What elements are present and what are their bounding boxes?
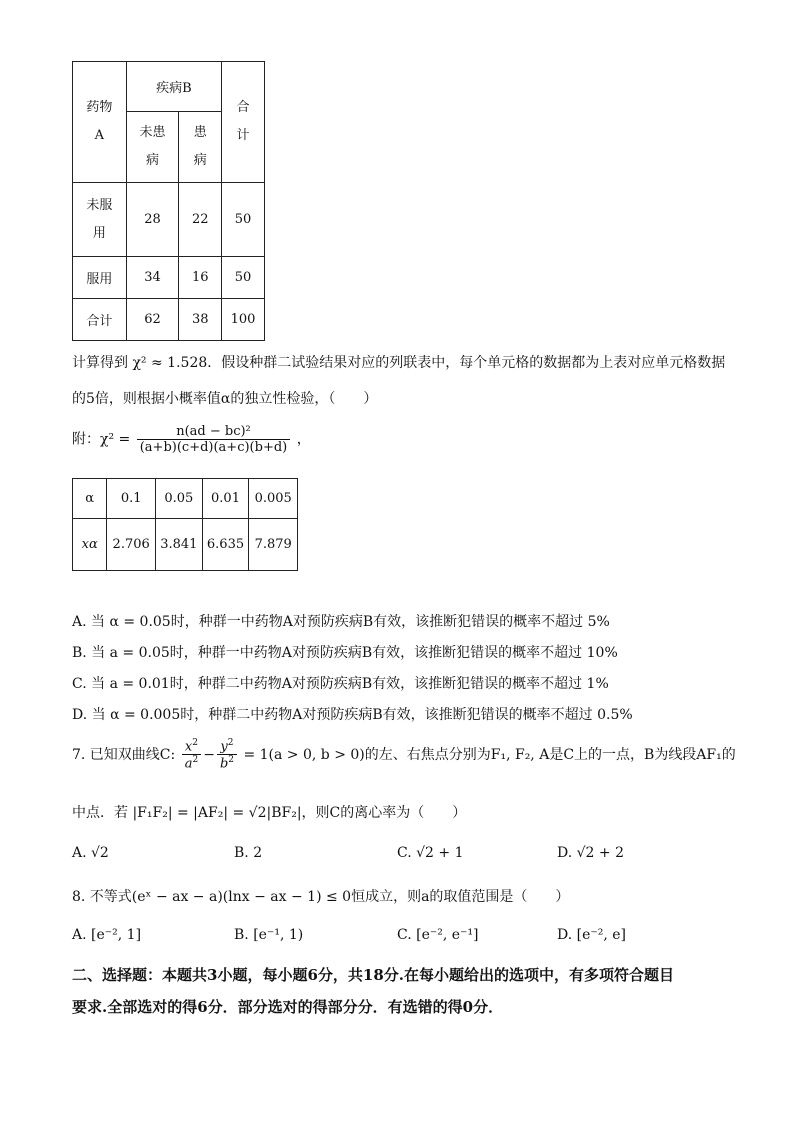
- option-b: B. 当 a = 0.05时，种群一中药物A对预防疾病B有效，该推断犯错误的概率不超过 10%: [72, 645, 618, 661]
- q7-condition: = 1(a > 0, b > 0)的左、右焦点分别为F₁, F₂, A是C上的一点，B为线段AF₁的: [243, 746, 736, 763]
- q7-option-c: C. √2 + 1: [397, 845, 464, 861]
- option-d: D. 当 α = 0.005时，种群二中药物A对预防疾病B有效，该推断犯错误的概率不超过 0.5%: [72, 707, 633, 723]
- q7-option-b: B. 2: [234, 845, 263, 861]
- table-row: [73, 479, 298, 519]
- table-row: [73, 299, 265, 341]
- formula-numerator: n(ad − bc)²: [137, 424, 291, 440]
- header-disease-b: 疾病B: [126, 62, 221, 112]
- cell: 34: [126, 257, 179, 299]
- q7-frac-x: $\frac{x^2}{a^2}$: [182, 738, 202, 772]
- cell: 0.01: [202, 479, 249, 519]
- contingency-table: [72, 61, 265, 341]
- paragraph-line: 的5倍，则根据小概率值α的独立性检验，（ ）: [72, 391, 378, 407]
- section-2-heading-line2: 要求.全部选对的得6分．部分选对的得部分分．有选错的得0分．: [72, 998, 504, 1016]
- formula-suffix: ，: [296, 431, 311, 448]
- cell: 50: [222, 257, 265, 299]
- cell: 38: [179, 299, 222, 341]
- q7-option-d: D. √2 + 2: [557, 845, 624, 861]
- cell: 62: [126, 299, 179, 341]
- cell: 0.005: [249, 479, 298, 519]
- table-row: [73, 257, 265, 299]
- paragraph-line: 计算得到 χ² ≈ 1.528．假设种群二试验结果对应的列联表中，每个单元格的数据都为上表对应单元格数据: [72, 355, 726, 371]
- cell: 28: [126, 183, 179, 257]
- chi-square-formula: [72, 424, 311, 455]
- cell: 0.05: [155, 479, 202, 519]
- row-label-x: xα: [73, 519, 107, 571]
- row-label: 未服 用: [73, 183, 127, 257]
- row-label: 合计: [73, 299, 127, 341]
- q8-option-d: D. [e⁻², e]: [557, 927, 627, 943]
- row-label-alpha: α: [73, 479, 107, 519]
- critical-value-table: [72, 478, 298, 571]
- cell: 6.635: [202, 519, 249, 571]
- row-label: 服用: [73, 257, 127, 299]
- q7-frac-y: $\frac{y^2}{b^2}$: [217, 738, 237, 772]
- cell: 7.879: [249, 519, 298, 571]
- question-7: 7. 已知双曲线C: $\frac{x^2}{a^2}$ − $\frac{y^2}{b^2}$ = 1(a > 0, b > 0)的左、右焦点分别为F₁, F₂, A是C上的一点，B为线段AF₁的: [72, 738, 736, 772]
- option-c: C. 当 a = 0.01时，种群二中药物A对预防疾病B有效，该推断犯错误的概率不超过 1%: [72, 676, 609, 692]
- formula-denominator: (a+b)(c+d)(a+c)(b+d): [139, 440, 288, 455]
- option-a: A. 当 α = 0.05时，种群一中药物A对预防疾病B有效，该推断犯错误的概率不超过 5%: [72, 614, 610, 630]
- table-row: [73, 183, 265, 257]
- q8-option-b: B. [e⁻¹, 1): [234, 927, 304, 943]
- q7-start: 7. 已知双曲线C:: [72, 746, 176, 763]
- q7-line2: 中点．若 |F₁F₂| = |AF₂| = √2|BF₂|，则C的离心率为（ ）: [72, 805, 467, 821]
- question-8: 8. 不等式(eˣ − ax − a)(lnx − ax − 1) ≤ 0恒成立，则a的取值范围是（ ）: [72, 889, 570, 905]
- header-not-sick: 未患 病: [126, 112, 179, 183]
- cell: 0.1: [107, 479, 156, 519]
- q8-option-c: C. [e⁻², e⁻¹]: [397, 927, 479, 943]
- q7-option-a: A. √2: [72, 845, 109, 861]
- formula-fraction: [137, 424, 291, 455]
- header-sick: 患 病: [179, 112, 222, 183]
- header-total: 合 计: [222, 62, 265, 183]
- cell: 3.841: [155, 519, 202, 571]
- cell: 100: [222, 299, 265, 341]
- header-drug-a: 药物 A: [73, 62, 127, 183]
- cell: 16: [179, 257, 222, 299]
- section-2-heading: 二、选择题：本题共3小题，每小题6分，共18分.在每小题给出的选项中，有多项符合题目: [72, 966, 674, 984]
- table-row: [73, 519, 298, 571]
- cell: 50: [222, 183, 265, 257]
- cell: 2.706: [107, 519, 156, 571]
- cell: 22: [179, 183, 222, 257]
- formula-prefix: 附：χ² =: [72, 431, 131, 448]
- q8-option-a: A. [e⁻², 1]: [72, 927, 142, 943]
